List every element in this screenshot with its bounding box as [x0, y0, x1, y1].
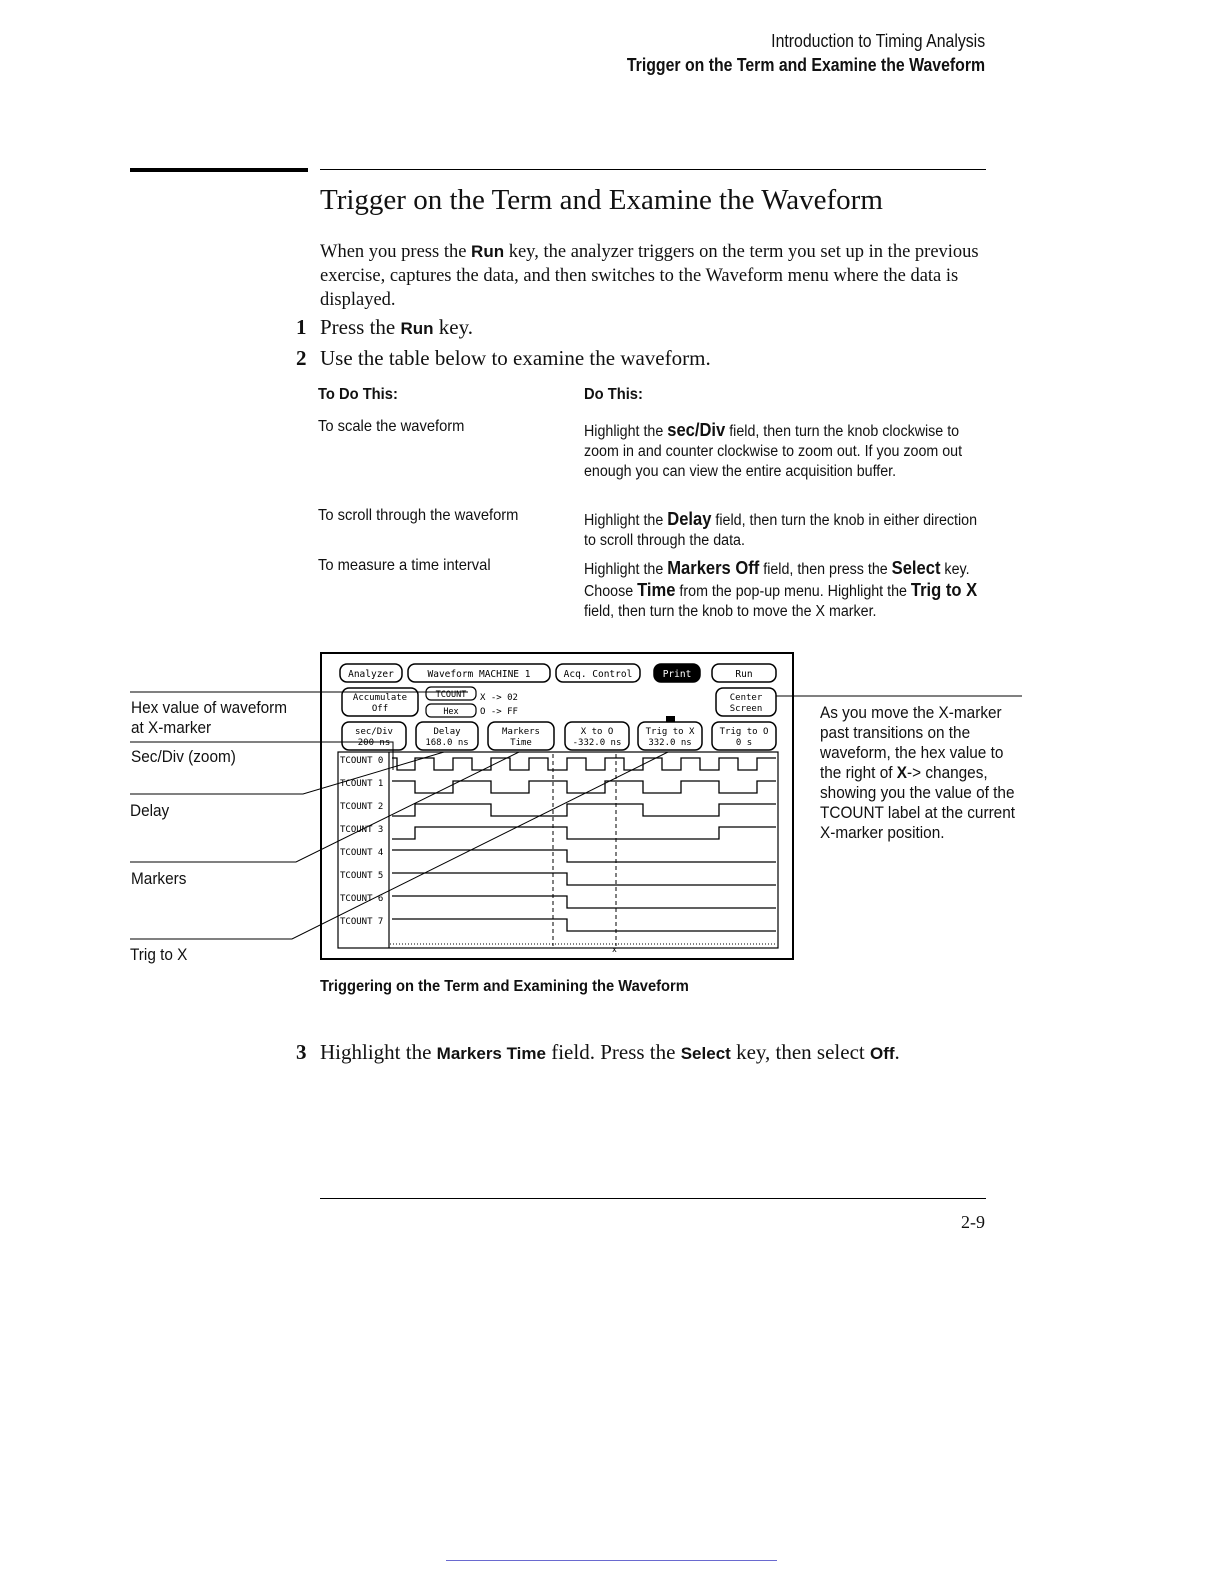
running-header-section: Trigger on the Term and Examine the Waveform — [626, 55, 985, 75]
svg-text:0 s: 0 s — [735, 738, 753, 748]
table-header-do: Do This: — [584, 386, 643, 403]
markers-field[interactable] — [488, 722, 554, 750]
center-screen-button[interactable] — [716, 688, 776, 716]
base-field[interactable] — [426, 704, 476, 717]
waveform-machine-button[interactable] — [408, 664, 550, 682]
table-row-1-todo: To scale the waveform — [318, 418, 465, 435]
label-field[interactable] — [426, 687, 476, 700]
analyzer-screen — [320, 652, 794, 960]
accumulate-field[interactable] — [342, 688, 418, 716]
svg-text:-332.0 ns: -332.0 ns — [572, 738, 622, 748]
acq-control-button[interactable] — [556, 664, 640, 682]
svg-text:Time: Time — [510, 738, 532, 748]
callout-markers: Markers — [131, 870, 187, 888]
figure-caption: Triggering on the Term and Examining the Waveform — [320, 978, 689, 995]
svg-text:Trig to X: Trig to X — [645, 727, 695, 737]
channel-label-4: TCOUNT 4 — [340, 848, 384, 858]
svg-text:Trig to O: Trig to O — [719, 727, 769, 737]
waveform-display — [338, 752, 778, 954]
bottom-rule — [320, 1198, 986, 1199]
step-2: 2 Use the table below to examine the waveform. — [296, 346, 711, 370]
callout-secdiv: Sec/Div (zoom) — [131, 748, 236, 766]
x-readout: X -> 02 — [480, 693, 518, 703]
trig-to-o-field[interactable] — [712, 722, 776, 750]
base-field-value: Hex — [443, 707, 459, 717]
svg-text:168.0 ns: 168.0 ns — [425, 738, 469, 748]
channel-label-0: TCOUNT 0 — [340, 756, 384, 766]
svg-text:X to O: X to O — [580, 727, 614, 737]
section-title: Trigger on the Term and Examine the Waveform — [320, 184, 883, 216]
section-rule-thick — [130, 168, 308, 172]
o-readout: O -> FF — [480, 707, 518, 717]
acq-control-label: Acq. Control — [563, 669, 633, 680]
running-header-chapter: Introduction to Timing Analysis — [771, 31, 985, 51]
waveform-machine-label: Waveform MACHINE 1 — [427, 669, 531, 680]
callout-hex-value: Hex value of waveform at X-marker — [131, 699, 288, 737]
channel-label-6: TCOUNT 6 — [340, 894, 384, 904]
run-label: Run — [735, 669, 753, 680]
center-screen-line1: Center — [729, 693, 763, 703]
channel-label-3: TCOUNT 3 — [340, 825, 384, 835]
callout-delay: Delay — [130, 802, 170, 820]
table-row-2-todo: To scroll through the waveform — [318, 507, 519, 524]
print-button[interactable] — [654, 664, 700, 682]
channel-label-2: TCOUNT 2 — [340, 802, 384, 812]
step-3: 3 Highlight the Markers Time field. Press the Select key, then select Off. — [296, 1040, 900, 1064]
intro-paragraph: When you press the Run key, the analyzer triggers on the term you set up in the previous exercise, captures the data, and then switches to the Waveform menu where the data is displayed. — [320, 242, 979, 310]
run-key-label: Run — [471, 242, 505, 261]
accumulate-label: Accumulate — [352, 693, 408, 703]
analyzer-menu-button[interactable] — [340, 664, 402, 682]
channel-label-1: TCOUNT 1 — [340, 779, 384, 789]
delay-field[interactable] — [416, 722, 478, 750]
footer-link-rule — [446, 1560, 777, 1561]
run-button[interactable] — [712, 664, 776, 682]
center-screen-line2: Screen — [729, 704, 763, 714]
callout-x-marker-note: As you move the X-marker past transitions on the waveform, the hex value to the right of X-> changes, showing you the value of the TCOUNT label at the current X-marker position. — [820, 704, 1016, 842]
table-row-2-do: Highlight the Delay field, then turn the knob in either direction to scroll through the data. — [584, 509, 978, 549]
print-label: Print — [662, 669, 692, 680]
callout-trig-to-x: Trig to X — [130, 946, 188, 964]
table-header-todo: To Do This: — [318, 386, 398, 403]
step-1: 1 Press the Run key. — [296, 315, 474, 339]
svg-text:200 ns: 200 ns — [357, 738, 391, 748]
x-to-o-field[interactable] — [565, 722, 629, 750]
svg-text:sec/Div: sec/Div — [355, 727, 393, 737]
svg-text:Markers: Markers — [502, 727, 540, 737]
trig-to-x-field[interactable] — [638, 716, 702, 750]
analyzer-menu-label: Analyzer — [348, 669, 394, 680]
label-field-value: TCOUNT — [435, 690, 467, 700]
channel-label-7: TCOUNT 7 — [340, 917, 384, 927]
svg-text:332.0 ns: 332.0 ns — [648, 738, 692, 748]
table-row-3-todo: To measure a time interval — [318, 557, 491, 574]
secdiv-field[interactable] — [342, 722, 406, 750]
page-number: 2-9 — [961, 1212, 985, 1232]
accumulate-value: Off — [371, 704, 389, 714]
table-row-3-do: Highlight the Markers Off field, then press the Select key. Choose Time from the pop-up menu. Highlight the Trig to X field, then turn the knob to move the X marker. — [584, 558, 978, 620]
marker-x-label: x — [612, 945, 617, 954]
section-rule-thin — [320, 169, 986, 170]
table-row-1-do: Highlight the sec/Div field, then turn the knob clockwise to zoom in and counter clockwise to zoom out. If you zoom out enough you can view the entire acquisition buffer. — [584, 420, 963, 480]
svg-text:Delay: Delay — [433, 727, 461, 737]
channel-label-5: TCOUNT 5 — [340, 871, 384, 881]
